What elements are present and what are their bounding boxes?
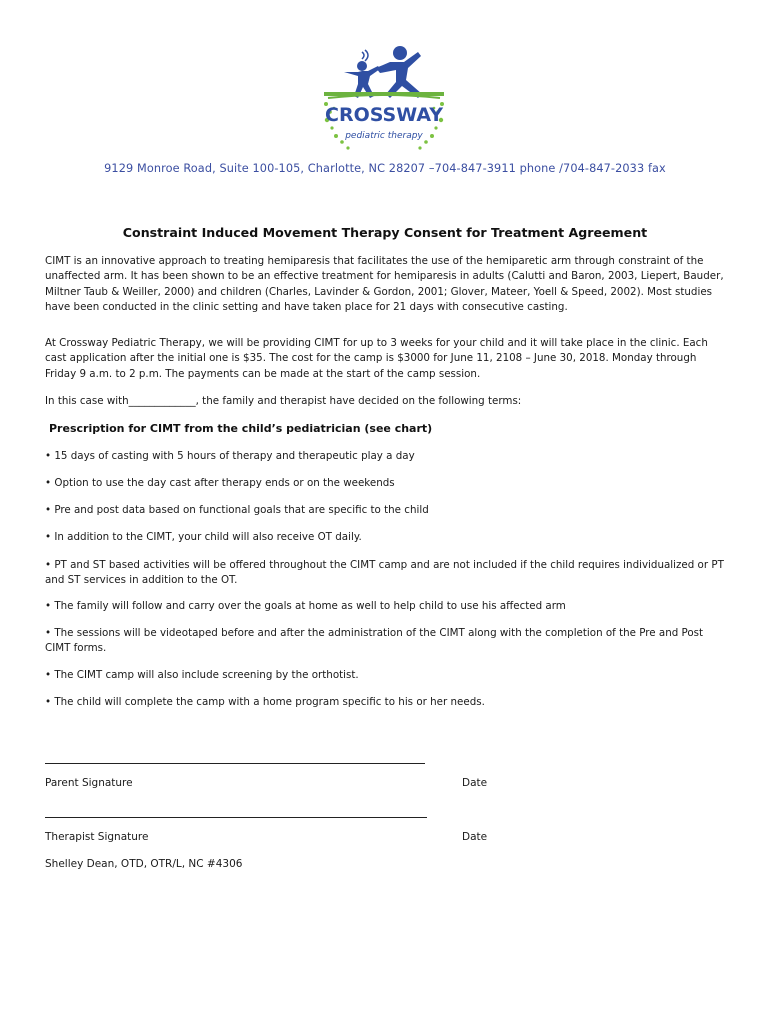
crossway-logo <box>318 42 450 154</box>
program-paragraph: At Crossway Pediatric Therapy, we will be providing CIMT for up to 3 weeks for your child and it will take place in the clinic. Each cast application after the initial one is $35. The cost for the camp is $3000 for June 11, 2108 – June 30, 2018. Monday through Friday 9 a.m. to 2 p.m. The payments can be made at the start of the camp session. <box>45 337 708 380</box>
terms-paragraph: In this case with_____________, the family and therapist have decided on the following terms: <box>45 395 522 407</box>
parent-date-label: Date <box>462 777 488 789</box>
term-bullet: • Option to use the day cast after therapy ends or on the weekends <box>45 477 395 489</box>
document-title: Constraint Induced Movement Therapy Consent for Treatment Agreement <box>122 225 648 240</box>
term-bullet: • The CIMT camp will also include screening by the orthotist. <box>45 669 359 681</box>
therapist-signature-label: Therapist Signature <box>45 831 149 843</box>
term-bullet: • The sessions will be videotaped before and after the administration of the CIMT along with the completion of the Pre and Post CIMT forms. <box>45 627 704 654</box>
term-bullet: • 15 days of casting with 5 hours of therapy and therapeutic play a day <box>45 450 415 462</box>
term-bullet: • In addition to the CIMT, your child will also receive OT daily. <box>45 531 362 543</box>
term-bullet: • PT and ST based activities will be offered throughout the CIMT camp and are not included if the child requires individualized or PT and ST services in addition to the OT. <box>45 559 724 586</box>
term-bullet: • The family will follow and carry over the goals at home as well to help child to use his affected arm <box>45 600 566 612</box>
therapist-date-label: Date <box>462 831 488 843</box>
therapist-signature-line[interactable] <box>45 817 427 818</box>
term-bullet: • Pre and post data based on functional goals that are specific to the child <box>45 504 429 516</box>
parent-signature-label: Parent Signature <box>45 777 133 789</box>
logo-wordmark: CROSSWAY <box>325 104 443 126</box>
logo-tagline: pediatric therapy <box>345 131 423 141</box>
term-bullet: • The child will complete the camp with a home program specific to his or her needs. <box>45 696 485 708</box>
therapist-name: Shelley Dean, OTD, OTR/L, NC #4306 <box>45 858 243 870</box>
clinic-address: 9129 Monroe Road, Suite 100-105, Charlotte, NC 28207 –704-847-3911 phone /704-847-2033 fax <box>104 162 666 175</box>
parent-signature-line[interactable] <box>45 763 425 764</box>
prescription-heading: Prescription for CIMT from the child’s pediatrician (see chart) <box>49 422 433 435</box>
crossway-logo-graphic <box>318 42 450 154</box>
intro-paragraph: CIMT is an innovative approach to treating hemiparesis that facilitates the use of the hemiparetic arm through constraint of the unaffected arm. It has been shown to be an effective treatment for hemiparesis in adults (Calutti and Baron, 2003, Liepert, Bauder, Miltner Taub & Weiller, 2000) and children (Charles, Lavinder & Gordon, 2001; Glover, Mateer, Yoell & Speed, 2002). Most studies have been conducted in the clinic setting and have taken place for 21 days with consecutive casting. <box>45 255 724 313</box>
